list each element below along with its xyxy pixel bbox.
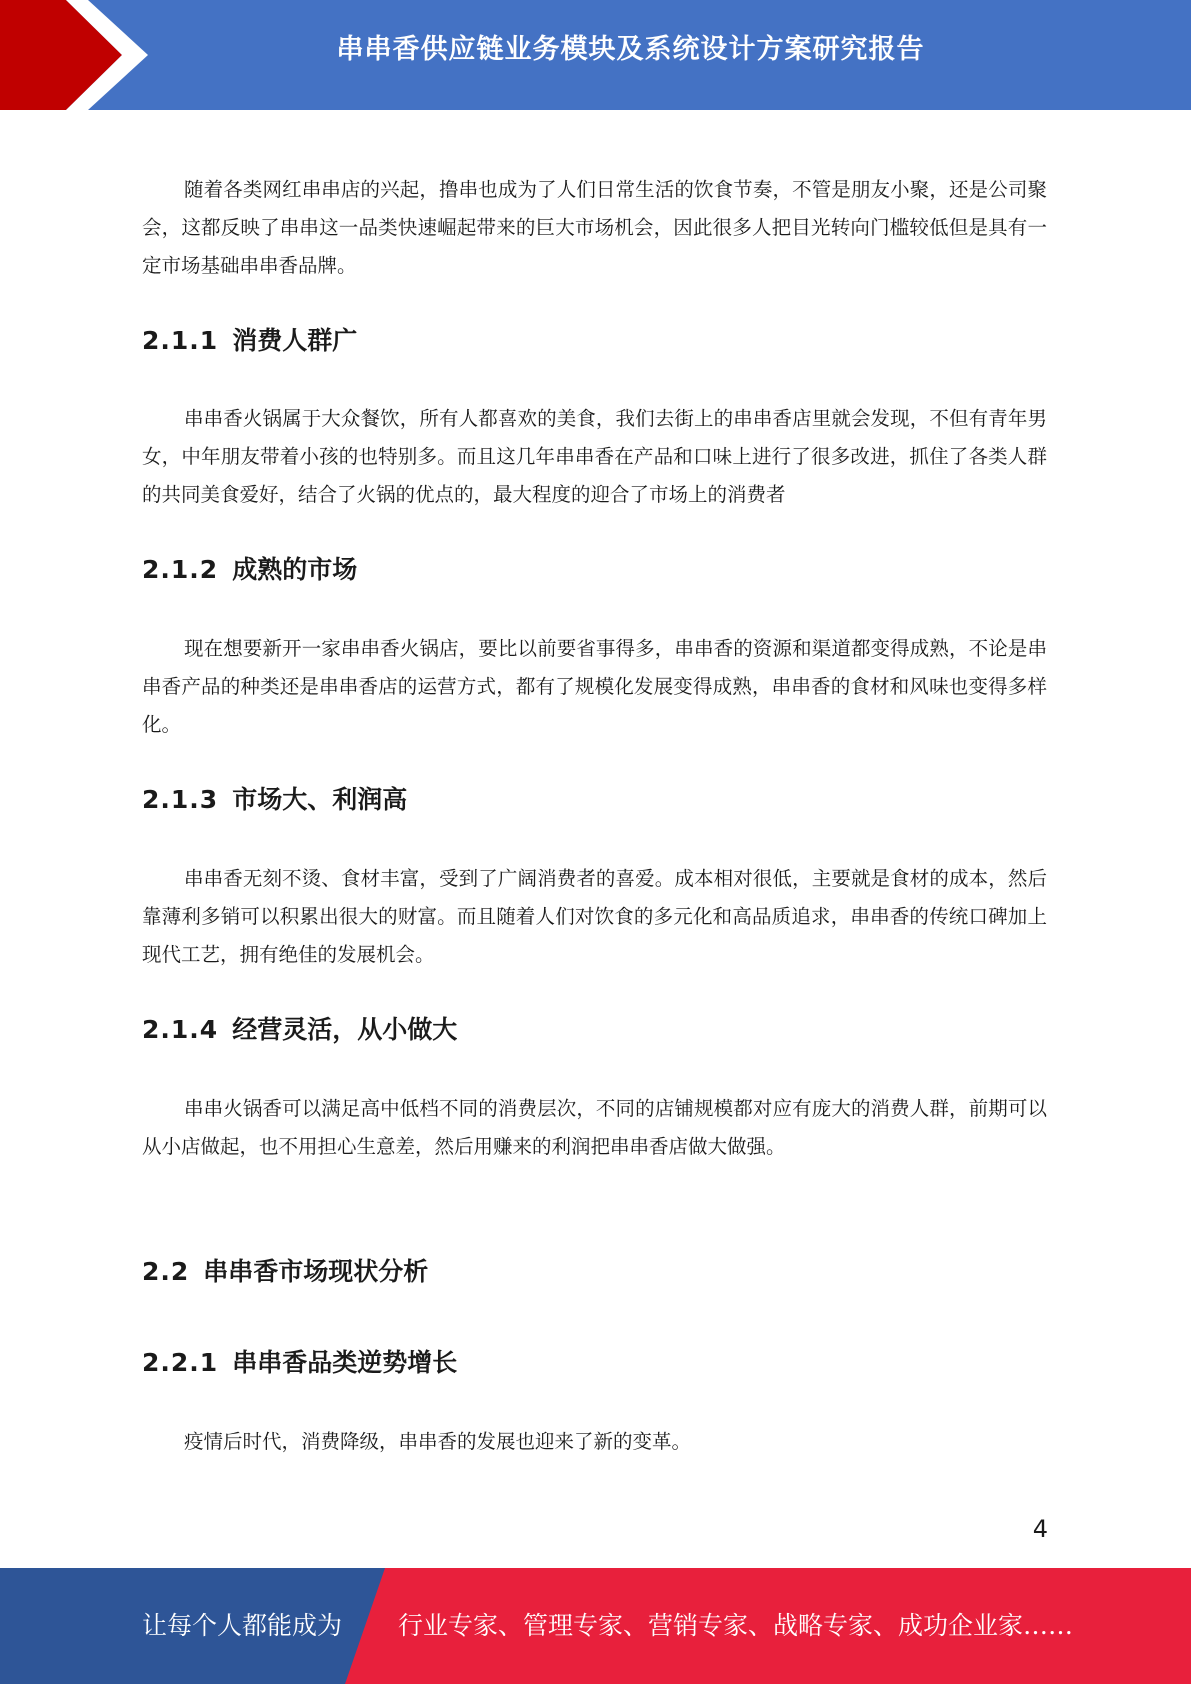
- heading-2-1-2: [142, 553, 357, 587]
- heading-title: 消费人群广: [232, 326, 358, 355]
- page-number: 4: [1032, 1515, 1048, 1543]
- paragraph-2-1-4: 串串火锅香可以满足高中低档不同的消费层次，不同的店铺规模都对应有庞大的消费人群，前期可以从小店做起，也不用担心生意差，然后用赚来的利润把串串香店做大做强。: [142, 1097, 1047, 1158]
- heading-title: 串串香市场现状分析: [203, 1257, 429, 1286]
- heading-2-2-1: [142, 1346, 457, 1380]
- page-header: [0, 0, 1191, 110]
- footer-slogan-left: 让每个人都能成为: [142, 1611, 343, 1640]
- heading-title: 串串香品类逆势增长: [232, 1348, 458, 1377]
- heading-number: 2.1.2: [142, 555, 219, 584]
- heading-2-1-1: [142, 324, 357, 358]
- heading-2-2: [142, 1255, 428, 1289]
- heading-title: 经营灵活，从小做大: [232, 1015, 458, 1044]
- footer-slogan-right: 行业专家、管理专家、营销专家、战略专家、成功企业家……: [398, 1611, 1074, 1640]
- heading-number: 2.2: [142, 1257, 190, 1286]
- report-title: 串串香供应链业务模块及系统设计方案研究报告: [336, 34, 925, 65]
- heading-2-1-4: [142, 1013, 457, 1047]
- paragraph-2-1-2: 现在想要新开一家串串香火锅店，要比以前要省事得多，串串香的资源和渠道都变得成熟，不论是串串香产品的种类还是串串香店的运营方式，都有了规模化发展变得成熟，串串香的食材和风味也变得多样化。: [142, 637, 1047, 736]
- heading-number: 2.2.1: [142, 1348, 219, 1377]
- heading-number: 2.1.4: [142, 1015, 219, 1044]
- header-chevron-logo: [0, 0, 160, 110]
- paragraph-2-2-1: 疫情后时代，消费降级，串串香的发展也迎来了新的变革。: [184, 1430, 692, 1453]
- heading-2-1-3: [142, 783, 407, 817]
- heading-title: 市场大、利润高: [232, 785, 408, 814]
- heading-number: 2.1.3: [142, 785, 219, 814]
- paragraph-2-1-1: 串串香火锅属于大众餐饮，所有人都喜欢的美食，我们去街上的串串香店里就会发现，不但有青年男女，中年朋友带着小孩的也特别多。而且这几年串串香在产品和口味上进行了很多改进，抓住了各类人群的共同美食爱好，结合了火锅的优点的，最大程度的迎合了市场上的消费者: [142, 407, 1047, 506]
- intro-paragraph: 随着各类网红串串店的兴起，撸串也成为了人们日常生活的饮食节奏，不管是朋友小聚，还是公司聚会，这都反映了串串这一品类快速崛起带来的巨大市场机会，因此很多人把目光转向门槛较低但是具有一定市场基础串串香品牌。: [142, 178, 1047, 277]
- heading-title: 成熟的市场: [232, 555, 358, 584]
- paragraph-2-1-3: 串串香无刻不烫、食材丰富，受到了广阔消费者的喜爱。成本相对很低，主要就是食材的成本，然后靠薄利多销可以积累出很大的财富。而且随着人们对饮食的多元化和高品质追求，串串香的传统口碑加上现代工艺，拥有绝佳的发展机会。: [142, 867, 1047, 966]
- page-footer: [0, 1568, 1191, 1684]
- heading-number: 2.1.1: [142, 326, 219, 355]
